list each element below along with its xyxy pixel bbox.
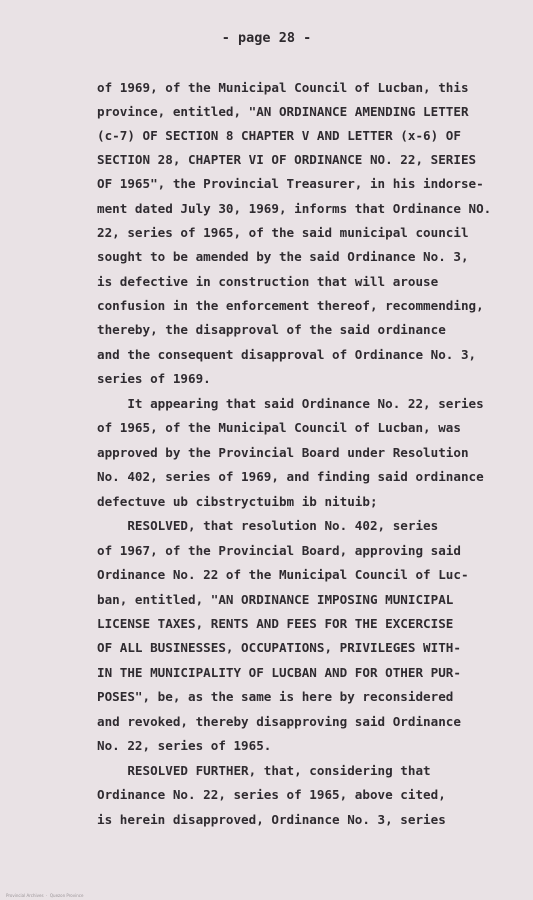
archive-footer-note: Provincial Archives · Quezon Province — [6, 893, 84, 898]
text-line: is defective in construction that will arouse — [97, 274, 439, 289]
text-line: confusion in the enforcement thereof, recommending, — [97, 298, 484, 313]
text-line: defectuve ub cibstryctuibm ib nituib; — [97, 494, 378, 509]
text-line: of 1965, of the Municipal Council of Lucban, was — [97, 420, 461, 435]
text-line: No. 22, series of 1965. — [97, 738, 272, 753]
text-line: is herein disapproved, Ordinance No. 3, series — [97, 812, 446, 827]
text-line: Ordinance No. 22, series of 1965, above cited, — [97, 787, 446, 802]
text-line: IN THE MUNICIPALITY OF LUCBAN AND FOR OTHER PUR- — [97, 665, 461, 680]
text-line: thereby, the disapproval of the said ordinance — [97, 322, 446, 337]
text-line: of 1969, of the Municipal Council of Lucban, this — [97, 80, 469, 95]
page-number: - page 28 - — [221, 30, 312, 46]
text-line: ment dated July 30, 1969, informs that Ordinance NO. — [97, 201, 492, 216]
text-line: of 1967, of the Provincial Board, approving said — [97, 543, 461, 558]
text-line: LICENSE TAXES, RENTS AND FEES FOR THE EXCERCISE — [97, 616, 454, 631]
text-line: and the consequent disapproval of Ordinance No. 3, — [97, 347, 477, 362]
text-line: It appearing that said Ordinance No. 22, series — [97, 396, 484, 411]
text-line: RESOLVED, that resolution No. 402, series — [97, 518, 439, 533]
text-line: approved by the Provincial Board under Resolution — [97, 445, 469, 460]
text-line: RESOLVED FURTHER, that, considering that — [97, 763, 431, 778]
text-line: province, entitled, "AN ORDINANCE AMENDING LETTER — [97, 104, 469, 119]
text-line: Ordinance No. 22 of the Municipal Council of Luc- — [97, 567, 469, 582]
text-line: and revoked, thereby disapproving said Ordinance — [97, 714, 461, 729]
text-line: OF 1965", the Provincial Treasurer, in his indorse- — [97, 176, 484, 191]
text-line: No. 402, series of 1969, and finding said ordinance — [97, 469, 484, 484]
text-line: SECTION 28, CHAPTER VI OF ORDINANCE NO. 22, SERIES — [97, 152, 477, 167]
text-line: OF ALL BUSINESSES, OCCUPATIONS, PRIVILEGES WITH- — [97, 640, 461, 655]
text-line: POSES", be, as the same is here by reconsidered — [97, 689, 454, 704]
text-line: (c-7) OF SECTION 8 CHAPTER V AND LETTER (x-6) OF — [97, 128, 461, 143]
text-line: 22, series of 1965, of the said municipal council — [97, 225, 469, 240]
text-line: sought to be amended by the said Ordinance No. 3, — [97, 249, 469, 264]
text-line: ban, entitled, "AN ORDINANCE IMPOSING MUNICIPAL — [97, 592, 454, 607]
text-line: series of 1969. — [97, 371, 211, 386]
